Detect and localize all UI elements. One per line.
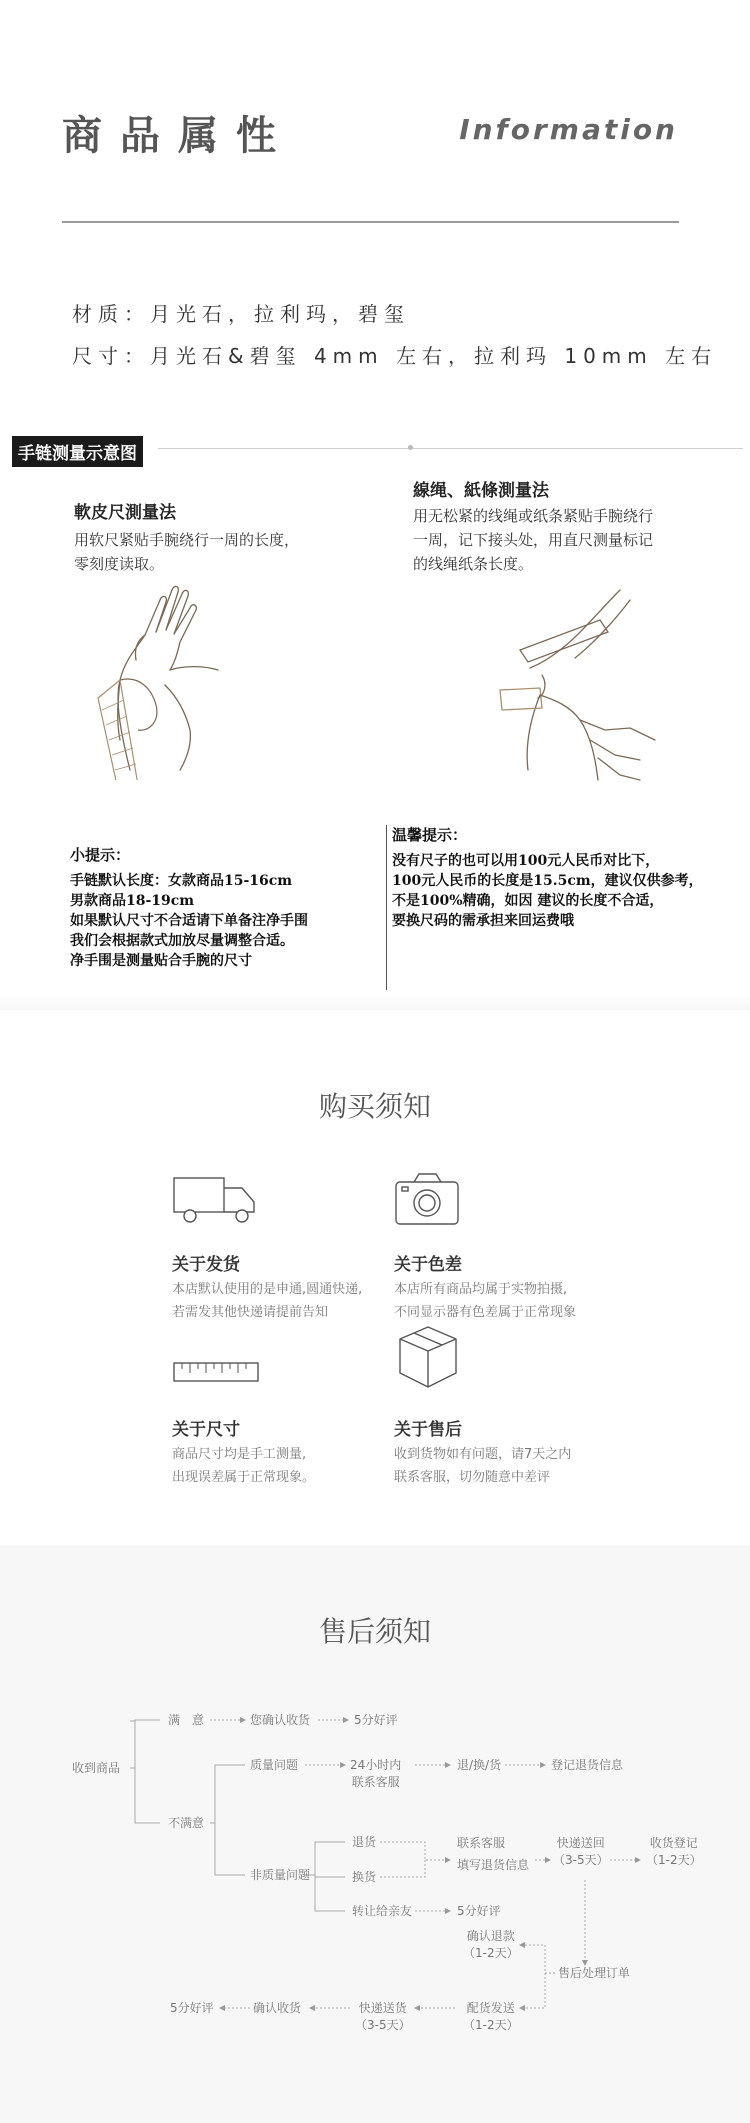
- flow-five-star-3: 5分好评: [170, 2001, 214, 2015]
- tips-line: 男款商品18-19cm: [70, 893, 195, 909]
- string-method-text: [413, 504, 653, 576]
- warm-line: 没有尺子的也可以用100元人民币对比下，: [392, 853, 660, 869]
- after-sales-heading: 关于售后: [394, 1420, 462, 1440]
- flow-exchange: 换货: [352, 1870, 377, 1884]
- tips-line: 净手围是测量贴合手腕的尺寸: [70, 953, 252, 969]
- after-sales-section: [0, 1545, 750, 2123]
- flow-confirm-receipt-2: 确认收货: [253, 2001, 302, 2015]
- string-method-title: 線绳、紙條測量法: [413, 481, 549, 501]
- size-line: 商品尺寸均是手工测量,: [172, 1447, 307, 1462]
- flow-receive-register: [646, 1835, 702, 1869]
- measure-tag: 手链测量示意图: [12, 436, 143, 467]
- flow-process-order: 售后处理订单: [558, 1966, 631, 1980]
- string-method-line: 用无松紧的线绳或纸条紧贴手腕绕行: [413, 507, 654, 525]
- warm-line: 不是100%精确，如因 建议的长度不合适，: [392, 893, 664, 909]
- flow-express-back-label: 快递送回: [556, 1836, 605, 1850]
- size-line: 尺寸：月光石&碧玺 4mm 左右，拉利玛 10mm 左右: [72, 344, 718, 368]
- after-sales-text: [394, 1443, 571, 1489]
- flow-receive-register-days: （1-2天）: [646, 1853, 702, 1867]
- ruler-icon: [172, 1335, 262, 1395]
- flow-contact-service: 联系客服: [457, 1836, 506, 1850]
- after-sales-line: 联系客服，切勿随意中差评: [394, 1470, 551, 1485]
- flow-express-send: [355, 2000, 411, 2034]
- tips-line: 我们会根据款式加放尽量调整合适。: [70, 933, 294, 949]
- color-text: [394, 1278, 576, 1324]
- flow-express-back-days: （3-5天）: [553, 1853, 609, 1867]
- attributes-title: 商品属性: [62, 113, 294, 159]
- warm-tips-title: 温馨提示：: [392, 826, 468, 844]
- size-heading: 关于尺寸: [172, 1420, 240, 1440]
- purchase-title: 购买须知: [318, 1090, 431, 1123]
- flow-confirm-refund-label: 确认退款: [466, 1929, 515, 1943]
- tips-divider: [386, 825, 387, 990]
- tape-method-title: 軟皮尺測量法: [74, 503, 176, 523]
- attributes-title-en: Information: [459, 113, 678, 146]
- color-line: 不同显示器有色差属于正常现象: [394, 1305, 577, 1320]
- tips-line: 手链默认长度：女款商品15-16cm: [70, 873, 293, 889]
- shipping-line: 若需发其他快递请提前告知: [172, 1305, 329, 1320]
- flow-reship-label: 配货发送: [466, 2001, 515, 2015]
- tape-method-text: [74, 528, 299, 576]
- hand-string-illustration: [480, 580, 680, 800]
- tape-method-line: 用软尺紧贴手腕绕行一周的长度，: [74, 531, 300, 549]
- flow-within-24h: [350, 1757, 401, 1791]
- divider: [158, 448, 743, 449]
- flow-within-24h-line: 联系客服: [351, 1775, 400, 1789]
- flow-reship: [463, 2000, 519, 2034]
- warm-line: 100元人民币的长度是15.5cm，建议仅供参考，: [392, 873, 703, 889]
- hand-tape-illustration: [90, 580, 240, 780]
- flow-five-star: 5分好评: [354, 1713, 398, 1727]
- color-heading: 关于色差: [394, 1255, 462, 1275]
- color-line: 本店所有商品均属于实物拍摄,: [394, 1282, 568, 1297]
- flow-unsatisfied: 不满意: [168, 1816, 205, 1830]
- flow-confirm-refund: [463, 1928, 519, 1962]
- shipping-line: 本店默认使用的是申通,圆通快递,: [172, 1282, 363, 1297]
- string-method-line: 的线绳纸条长度。: [413, 555, 534, 573]
- small-tips: [70, 845, 308, 971]
- flow-reship-days: （1-2天）: [463, 2018, 519, 2032]
- tape-method-line: 零刻度读取。: [74, 555, 165, 573]
- flow-transfer-friend: 转让给亲友: [352, 1904, 413, 1918]
- after-sales-line: 收到货物如有问题，请7天之内: [394, 1447, 572, 1462]
- flow-within-24h-line: 24小时内: [350, 1758, 402, 1772]
- measurement-guide-section: [0, 420, 750, 1010]
- flow-receive-register-label: 收货登记: [649, 1836, 698, 1850]
- shipping-text: [172, 1278, 362, 1324]
- box-icon: [394, 1323, 464, 1393]
- flow-five-star-2: 5分好评: [457, 1904, 501, 1918]
- flow-register-return: 登记退货信息: [551, 1758, 624, 1772]
- flow-received: 收到商品: [72, 1761, 121, 1775]
- flow-express-back: [553, 1835, 609, 1869]
- section-fade: [0, 995, 750, 1010]
- flow-confirm-receipt: 您确认收货: [250, 1713, 311, 1727]
- camera-icon: [394, 1170, 464, 1230]
- size-line: 出现误差属于正常现象。: [172, 1470, 316, 1485]
- shipping-heading: 关于发货: [172, 1255, 240, 1275]
- divider: [62, 221, 679, 223]
- divider-dot: [408, 445, 413, 450]
- size-text: [172, 1443, 315, 1489]
- material-line: 材质：月光石，拉利玛，碧玺: [72, 302, 410, 326]
- flow-return: 退货: [352, 1835, 377, 1849]
- product-attributes-section: [0, 0, 750, 400]
- flow-confirm-refund-days: （1-2天）: [463, 1946, 519, 1960]
- flow-express-send-days: （3-5天）: [355, 2018, 411, 2032]
- small-tips-title: 小提示：: [70, 846, 131, 864]
- flow-satisfied: 满 意: [168, 1713, 205, 1727]
- flow-quality-issue: 质量问题: [250, 1758, 299, 1772]
- warm-line: 要换尺码的需承担来回运费哦: [392, 913, 574, 929]
- string-method-line: 一周，记下接头处，用直尺测量标记: [413, 531, 654, 549]
- purchase-notice-section: [0, 1010, 750, 1545]
- after-sales-title: 售后须知: [318, 1615, 431, 1648]
- warm-tips: [392, 825, 703, 931]
- flow-express-send-label: 快递送货: [358, 2001, 407, 2015]
- truck-icon: [172, 1170, 262, 1230]
- flow-fill-return-info: 填写退货信息: [457, 1858, 530, 1872]
- tips-line: 如果默认尺寸不合适请下单备注净手围: [70, 913, 308, 929]
- flow-return-exchange: 退/换/货: [457, 1758, 502, 1772]
- flow-non-quality: 非质量问题: [250, 1868, 311, 1882]
